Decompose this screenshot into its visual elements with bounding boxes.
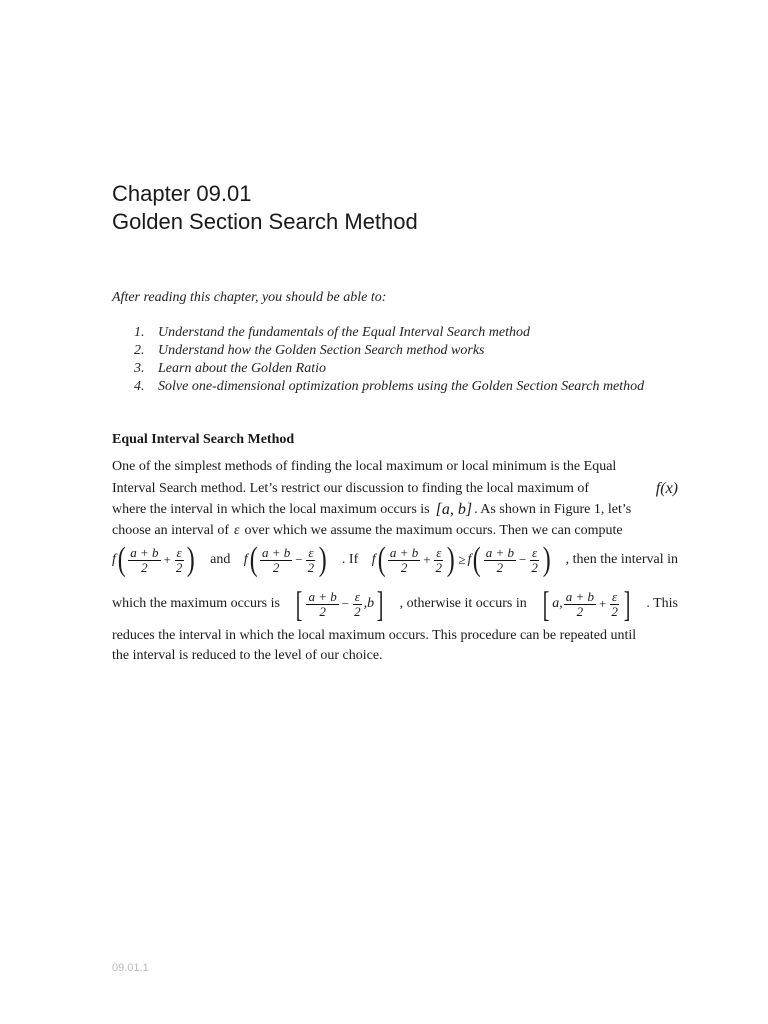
math-operator: +: [423, 552, 431, 567]
math-paren: ): [446, 541, 455, 578]
paragraph-line: [112, 646, 678, 666]
text-run: and: [210, 552, 231, 567]
text-run: . If: [341, 552, 359, 567]
math-f: f: [243, 552, 248, 567]
math-paren: (: [249, 541, 258, 578]
math-fraction: $\frac{\varepsilon}{2}$: [435, 544, 443, 575]
math-fx: f(x): [655, 480, 678, 497]
text-run: choose an interval of: [112, 523, 230, 538]
math-operator: −: [519, 552, 527, 567]
list-item: [112, 324, 678, 342]
math-paren: ): [318, 541, 327, 578]
math-bracket: [: [542, 584, 550, 624]
text-run: reduces the interval in which the local maximum occurs. This procedure can be repeated until: [112, 628, 637, 643]
math-fraction: $\frac{a + b}{2}$: [565, 588, 595, 619]
text-run: where the interval in which the local maximum occurs is: [112, 502, 430, 517]
math-f: f: [371, 552, 376, 567]
math-operator: ≥: [458, 552, 466, 567]
math-interval-right: [540, 586, 633, 622]
section-title: Equal Interval Search Method: [112, 432, 295, 447]
math-f: f: [112, 552, 116, 567]
list-text: Understand how the Golden Section Search method works: [158, 343, 485, 358]
math-interval: [a, b]: [435, 501, 473, 518]
math-text: a,: [552, 596, 563, 611]
text-run: One of the simplest methods of finding the local maximum or local minimum is the Equal: [112, 459, 617, 474]
list-item: [112, 378, 678, 396]
math-fraction: $\frac{a + b}{2}$: [262, 544, 291, 575]
math-epsilon: ε: [234, 523, 240, 538]
intro-text: After reading this chapter, you should be able to:: [112, 290, 387, 305]
math-operator: −: [295, 552, 303, 567]
math-paren: ): [542, 541, 551, 578]
text-run: . This: [646, 596, 678, 611]
paragraph-line: [112, 521, 678, 541]
math-operator: +: [599, 596, 607, 611]
math-fraction: $\frac{\varepsilon}{2}$: [307, 544, 315, 575]
list-number: 4.: [134, 379, 145, 394]
text-run: . As shown in Figure 1, let’s: [474, 502, 632, 517]
math-paren: (: [117, 541, 126, 578]
math-line: [112, 540, 678, 580]
math-operator: −: [341, 596, 350, 611]
math-line: [112, 584, 678, 624]
math-paren: (: [377, 541, 386, 578]
math-fraction: $\frac{a + b}{2}$: [485, 544, 515, 575]
chapter-heading: [112, 180, 418, 236]
chapter-number: Chapter 09.01: [112, 181, 252, 206]
paragraph: [112, 457, 678, 541]
list-number: 3.: [134, 361, 145, 376]
text-run: which the maximum occurs is: [112, 596, 280, 611]
paragraph-line: [112, 584, 678, 624]
text-run: , then the interval in: [565, 552, 678, 567]
math-fraction: $\frac{a + b}{2}$: [389, 544, 419, 575]
list-item: [112, 360, 678, 378]
list-number: 1.: [134, 325, 145, 340]
chapter-title: Golden Section Search Method: [112, 209, 418, 234]
math-paren: (: [473, 541, 482, 578]
paragraph-line: [112, 626, 678, 646]
text-run: , otherwise it occurs in: [399, 596, 527, 611]
math-fraction: $\frac{\varepsilon}{2}$: [175, 544, 183, 575]
page-number: 09.01.1: [112, 962, 149, 974]
math-bracket: ]: [623, 584, 631, 624]
paragraph-line: [112, 479, 678, 499]
math-bracket: ]: [376, 584, 384, 624]
list-text: Learn about the Golden Ratio: [158, 361, 326, 376]
math-fraction: $\frac{\varepsilon}{2}$: [354, 588, 361, 619]
math-fraction: $\frac{a + b}{2}$: [308, 588, 337, 619]
math-paren: ): [187, 541, 195, 578]
paragraph-line: [112, 540, 678, 580]
math-expression: [244, 543, 329, 577]
list-text: Solve one-dimensional optimization problems using the Golden Section Search method: [158, 379, 645, 394]
math-fraction: $\frac{a + b}{2}$: [130, 544, 159, 575]
math-text: ,b: [363, 596, 375, 611]
math-fraction: $\frac{\varepsilon}{2}$: [531, 544, 538, 575]
list-number: 2.: [134, 343, 145, 358]
math-inequality: [372, 543, 552, 577]
text-run: Interval Search method. Let’s restrict our discussion to finding the local maximum of: [112, 481, 590, 496]
math-operator: +: [163, 552, 171, 567]
text-run: over which we assume the maximum occurs. Then we can compute: [244, 523, 623, 538]
math-fraction: $\frac{\varepsilon}{2}$: [611, 588, 618, 619]
math-expression: [112, 543, 197, 577]
math-bracket: [: [296, 584, 303, 624]
list-text: Understand the fundamentals of the Equal Interval Search method: [158, 325, 530, 340]
objectives-list: [112, 324, 678, 396]
math-interval-left: [293, 586, 386, 622]
text-run: the interval is reduced to the level of our choice.: [112, 648, 383, 663]
list-item: [112, 342, 678, 360]
paragraph: [112, 626, 678, 666]
paragraph-line: [112, 500, 678, 520]
paragraph-line: [112, 457, 678, 477]
math-f: f: [467, 552, 472, 567]
